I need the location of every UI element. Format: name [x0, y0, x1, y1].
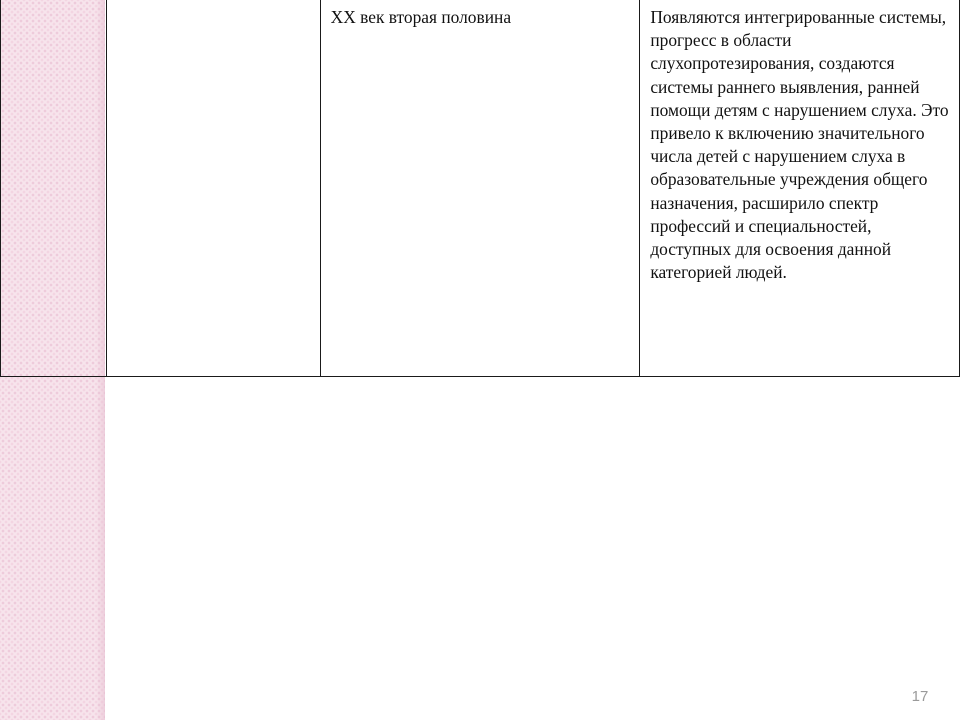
table-cell-description: Появляются интегрированные системы, прогресс в области слухопротезирования, создаются системы раннего выявления, ранней помощи детям с нарушением слуха. Это привело к включению значительного числа детей с нарушением слуха в образовательные учреждения общего назначения, расширило спектр профессий и специальностей, доступных для освоения данной категорией людей. [640, 0, 960, 377]
table-cell-period: XX век вторая половина [320, 0, 640, 377]
table-cell-margin [1, 0, 107, 377]
table-row [1, 0, 960, 377]
page-number: 17 [911, 688, 929, 705]
table-cell-empty [107, 0, 320, 377]
